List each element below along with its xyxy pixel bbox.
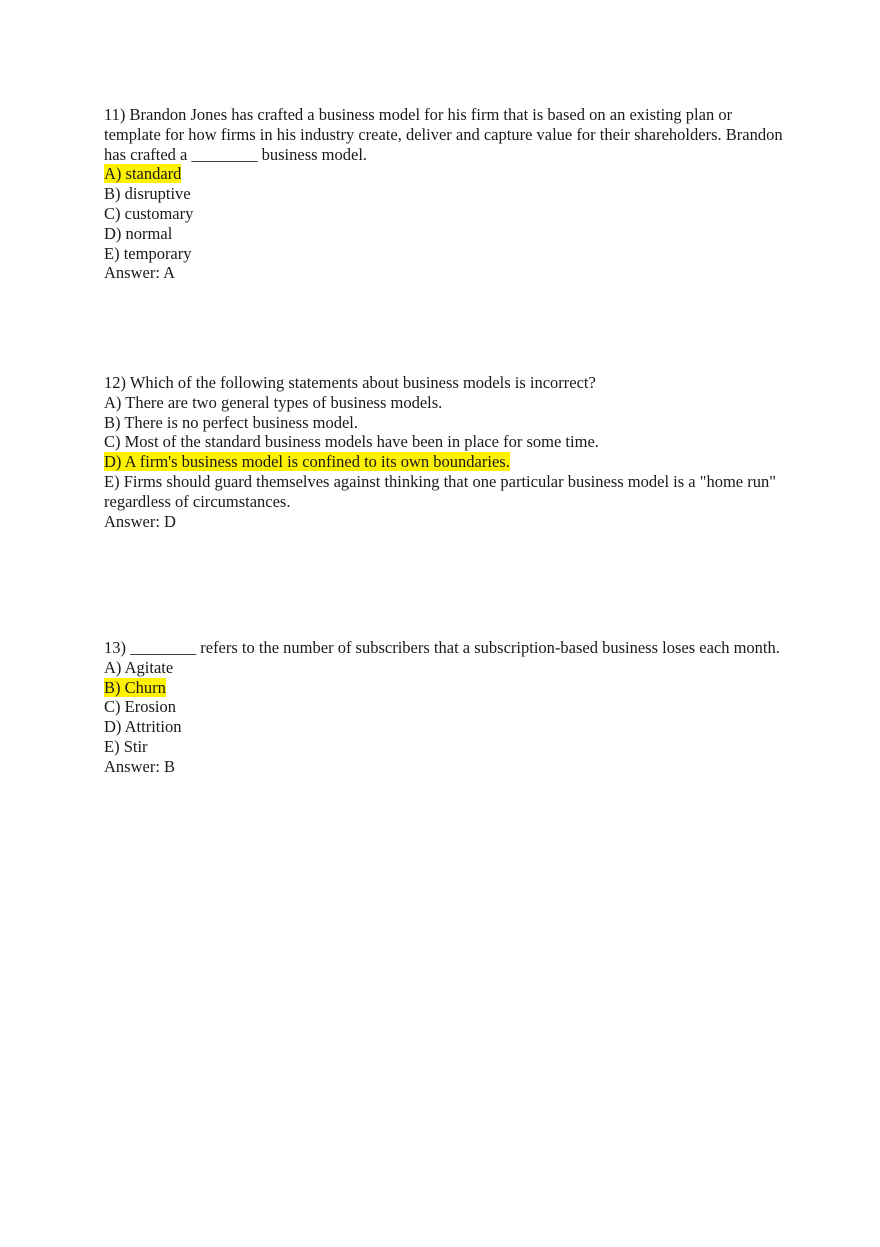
answer-line: Answer: B <box>104 756 176 776</box>
option-a: A) Agitate <box>104 657 174 677</box>
option-d: D) Attrition <box>104 717 182 737</box>
question-stem: 11) Brandon Jones has crafted a business model for his firm that is based on an existing plan or template for how firms in his industry create, deliver and capture value for their shareholders. Brandon has crafted a ________ business model. <box>104 105 783 164</box>
option-c: C) Most of the standard business models have been in place for some time. <box>104 432 599 452</box>
answer-line: Answer: D <box>104 511 176 531</box>
question-13 <box>104 638 784 777</box>
option-a: A) There are two general types of business models. <box>104 392 443 412</box>
option-e: E) Firms should guard themselves against thinking that one particular business model is a "home run" regardless of circumstances. <box>104 471 776 511</box>
option-b: B) disruptive <box>104 184 191 204</box>
option-b <box>104 678 784 698</box>
option-d: D) normal <box>104 223 173 243</box>
highlighted-option: B) Churn <box>104 677 166 697</box>
option-a <box>104 164 784 184</box>
option-b: B) There is no perfect business model. <box>104 412 359 432</box>
option-d <box>104 452 784 472</box>
question-stem: 12) Which of the following statements about business models is incorrect? <box>104 373 596 392</box>
option-c: C) customary <box>104 203 194 223</box>
answer-line: Answer: A <box>104 263 176 283</box>
option-e: E) temporary <box>104 243 192 263</box>
highlighted-option: D) A firm's business model is confined to its own boundaries. <box>104 452 510 472</box>
option-e: E) Stir <box>104 736 148 756</box>
question-stem: 13) ________ refers to the number of subscribers that a subscription-based business loses each month. <box>104 638 780 657</box>
highlighted-option: A) standard <box>104 164 182 184</box>
option-c: C) Erosion <box>104 697 176 717</box>
question-12 <box>104 373 784 531</box>
question-11 <box>104 105 784 283</box>
